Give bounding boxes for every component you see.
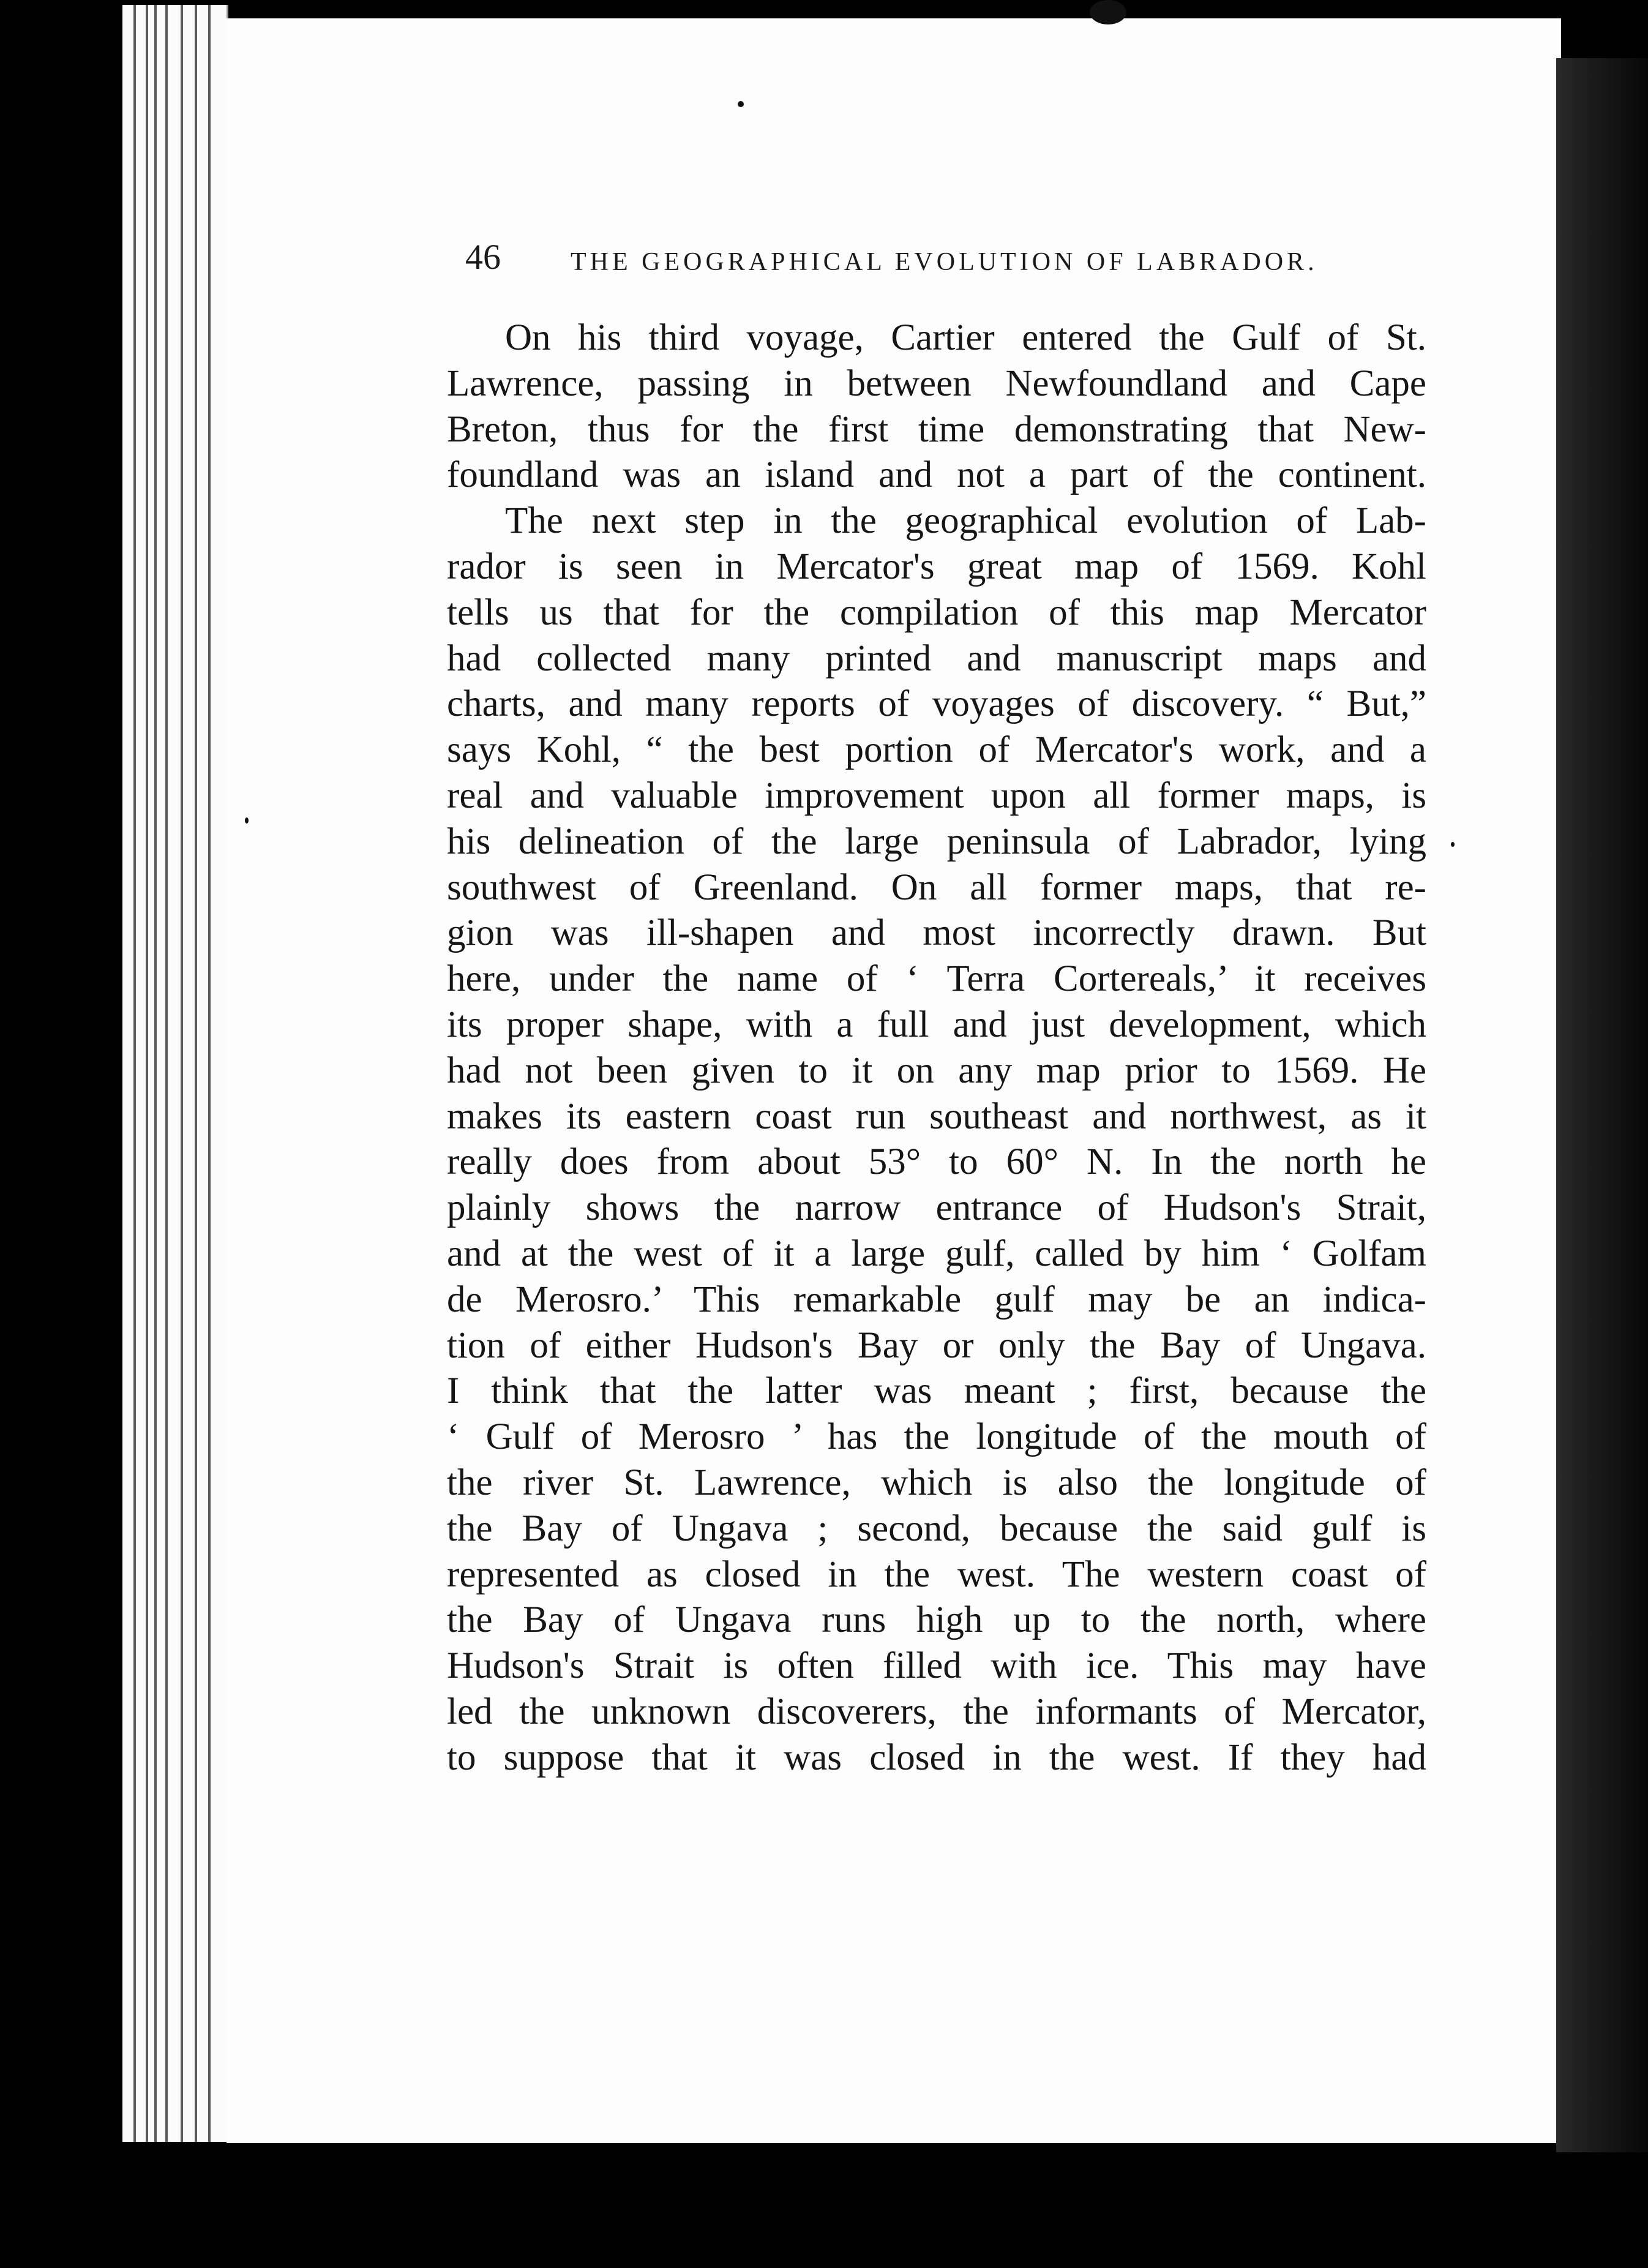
scan-speck: [1090, 0, 1126, 24]
text-line: On his third voyage, Cartier entered the Gulf of St.: [505, 317, 1426, 358]
text-line: charts, and many reports of voyages of discovery. “ But,”: [447, 683, 1426, 725]
text-line: Lawrence, passing in between Newfoundland and Cape: [447, 362, 1426, 404]
text-line: the river St. Lawrence, which is also the longitude of: [447, 1462, 1426, 1503]
scan-speck: [1451, 842, 1455, 847]
text-line: led the unknown discoverers, the informants of Mercator,: [447, 1691, 1426, 1732]
page-number: 46: [465, 237, 501, 277]
text-line: real and valuable improvement upon all former maps, is: [447, 775, 1426, 816]
scan-speck: [245, 817, 249, 824]
text-line: and at the west of it a large gulf, called by him ‘ Golfam: [447, 1233, 1426, 1274]
paragraph: [447, 498, 1426, 1781]
running-head-title: THE GEOGRAPHICAL EVOLUTION OF LABRADOR.: [571, 248, 1318, 276]
text-line: ‘ Gulf of Merosro ’ has the longitude of the mouth of: [447, 1416, 1426, 1458]
text-line: foundland was an island and not a part of the continent.: [447, 454, 1426, 496]
text-line: The next step in the geographical evolution of Lab-: [505, 500, 1426, 542]
page-fold-shadow: [1556, 58, 1648, 2152]
text-line: tells us that for the compilation of this map Mercator: [447, 591, 1426, 633]
text-line: Hudson's Strait is often filled with ice. This may have: [447, 1645, 1426, 1687]
text-line: gion was ill-shapen and most incorrectly drawn. But: [447, 912, 1426, 954]
scan-speck: [738, 101, 744, 107]
page-edges: [122, 5, 228, 2142]
text-line: represented as closed in the west. The western coast of: [447, 1553, 1426, 1595]
paragraph: [447, 315, 1426, 498]
text-line: here, under the name of ‘ Terra Cortereals,’ it receives: [447, 958, 1426, 1000]
text-line: I think that the latter was meant ; first, because the: [447, 1370, 1426, 1412]
running-head: [465, 233, 1353, 282]
text-line: the Bay of Ungava ; second, because the said gulf is: [447, 1508, 1426, 1549]
text-line: rador is seen in Mercator's great map of 1569. Kohl: [447, 546, 1426, 587]
text-line: says Kohl, “ the best portion of Mercator's work, and a: [447, 729, 1426, 771]
text-line: southwest of Greenland. On all former maps, that re-: [447, 866, 1426, 908]
text-line: had collected many printed and manuscript maps and: [447, 637, 1426, 679]
text-line: plainly shows the narrow entrance of Hudson's Strait,: [447, 1187, 1426, 1229]
text-line: to suppose that it was closed in the west. If they had: [447, 1737, 1426, 1778]
text-line: tion of either Hudson's Bay or only the Bay of Ungava.: [447, 1324, 1426, 1366]
text-line: the Bay of Ungava runs high up to the north, where: [447, 1599, 1426, 1641]
text-line: de Merosro.’ This remarkable gulf may be an indica-: [447, 1279, 1426, 1320]
text-line: Breton, thus for the first time demonstrating that New-: [447, 408, 1426, 450]
text-line: his delineation of the large peninsula of Labrador, lying: [447, 820, 1426, 862]
text-line: really does from about 53° to 60° N. In the north he: [447, 1141, 1426, 1183]
text-line: makes its eastern coast run southeast and northwest, as it: [447, 1095, 1426, 1137]
text-line: its proper shape, with a full and just development, which: [447, 1004, 1426, 1045]
text-line: had not been given to it on any map prior to 1569. He: [447, 1050, 1426, 1091]
body-text: [447, 315, 1426, 1781]
